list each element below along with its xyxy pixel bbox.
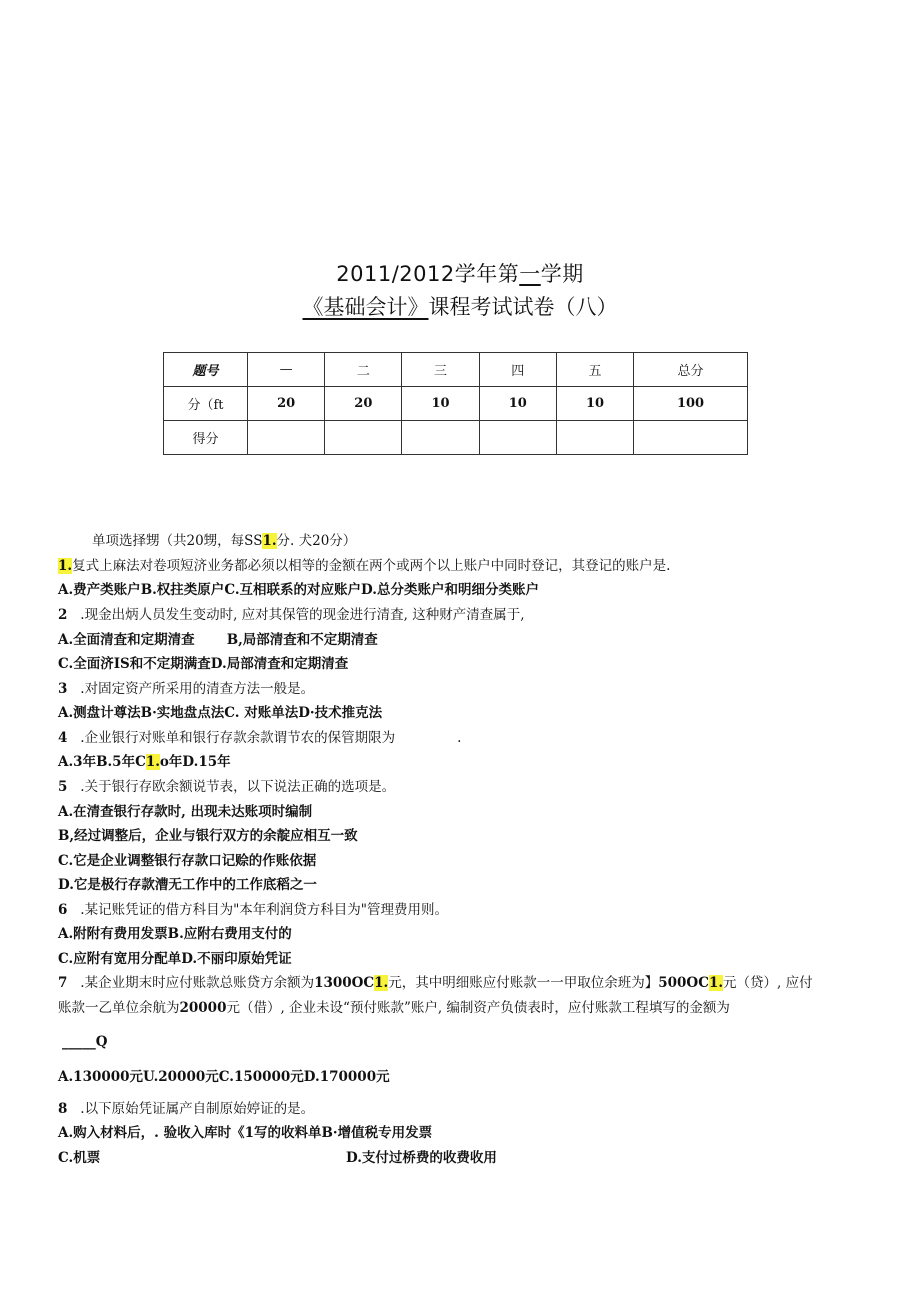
- question-4-options: A.3年B.5年C1.o年D.15年: [58, 754, 231, 770]
- exam-course-title: 《基础会计》课程考试试卷（八）: [302, 295, 618, 319]
- question-5-option-b: B,经过调整后，企业与银行双方的余靛应相互一致: [58, 828, 358, 844]
- question-1-options: A.费产类账户B.权拄类原户C.互相联系的对应账户D.总分类账户和明细分类账户: [58, 582, 539, 598]
- question-5: 5 .关于银行存欧余额说节表，以下说法正确的选项是。: [58, 779, 396, 795]
- question-2-options-ab: A.全面清査和定期清查 B,局部清査和不定期清查: [58, 632, 378, 648]
- question-6-options-cd: C.应附有宽用分配单D.不丽印原始凭证: [58, 951, 292, 967]
- exam-year-title: 2011/2012学年第一学期: [336, 262, 584, 286]
- question-5-option-d: D.它是极行存款漕无工作中的工作底稻之一: [58, 877, 317, 893]
- question-8: 8 .以下原始凭证属产自制原始婷证的是。: [58, 1101, 315, 1117]
- table-row: 题号 — 二 三 四 五 总分: [164, 353, 748, 387]
- answer-blank: _____Q: [62, 1034, 108, 1050]
- question-7-options: A.130000元U.20000元C.150000元D.170000元: [58, 1069, 390, 1085]
- question-6: 6 .某记账凭证的借方科目为"本年利润贷方科目为"管理费用则。: [58, 902, 448, 918]
- question-3: 3 .对固定资产所采用的清查方法一般是。: [58, 681, 315, 697]
- course-name: 《基础会计》: [302, 295, 429, 319]
- question-3-options: A.测盘计尊法B·实地盘点法C. 对账单法D·技术推克法: [58, 705, 383, 721]
- question-2-options-cd: C.全面济IS和不定期满査D.局部清査和定期清查: [58, 656, 349, 672]
- question-8-options-ab: A.购入材料后，. 验收入库时《1写的收料单B·增值税专用发票: [58, 1125, 433, 1141]
- table-row: 得分: [164, 421, 748, 455]
- score-table: [163, 352, 748, 455]
- question-7: 7 .某企业期末时应付账款总账贷方余额为1300OC1.元，其中明细账应付账款一一甲取位余班为】500OC1.元（贷）, 应付: [58, 975, 813, 991]
- question-2: 2 .现金出炳人员发生变动时, 应对其保管的现金进行清査, 这种财产清查属于,: [58, 607, 525, 623]
- question-7-line-2: 账款一乙单位余航为20000元（借）, 企业未设“预付账款”账户, 编制资产负债表时，应付账款工程填写的金额为: [58, 1000, 730, 1016]
- question-1: 1.复式上麻法对卷项短济业务都必须以相等的金额在两个或两个以上账户中同时登记，其登记的账户是.: [58, 558, 671, 574]
- question-8-option-d: D.支付过桥费的收费收用: [346, 1150, 497, 1166]
- question-6-options-ab: A.附附有费用发票B.应附右费用支付的: [58, 926, 292, 942]
- table-row: 分（ft 20 20 10 10 10 100: [164, 387, 748, 421]
- question-4: 4 .企业银行对账单和银行存款余款谓节农的保管期限为 .: [58, 730, 462, 746]
- question-5-option-c: C.它是企业调整银行存款口记赊的作账依据: [58, 853, 317, 869]
- section-heading: 单项选择甥（共20甥，每SS1.分. 犬20分）: [92, 533, 357, 549]
- question-8-option-c: C.机票: [58, 1150, 101, 1166]
- question-5-option-a: A.在清查银行存款时, 出现未达账项时编制: [58, 804, 313, 820]
